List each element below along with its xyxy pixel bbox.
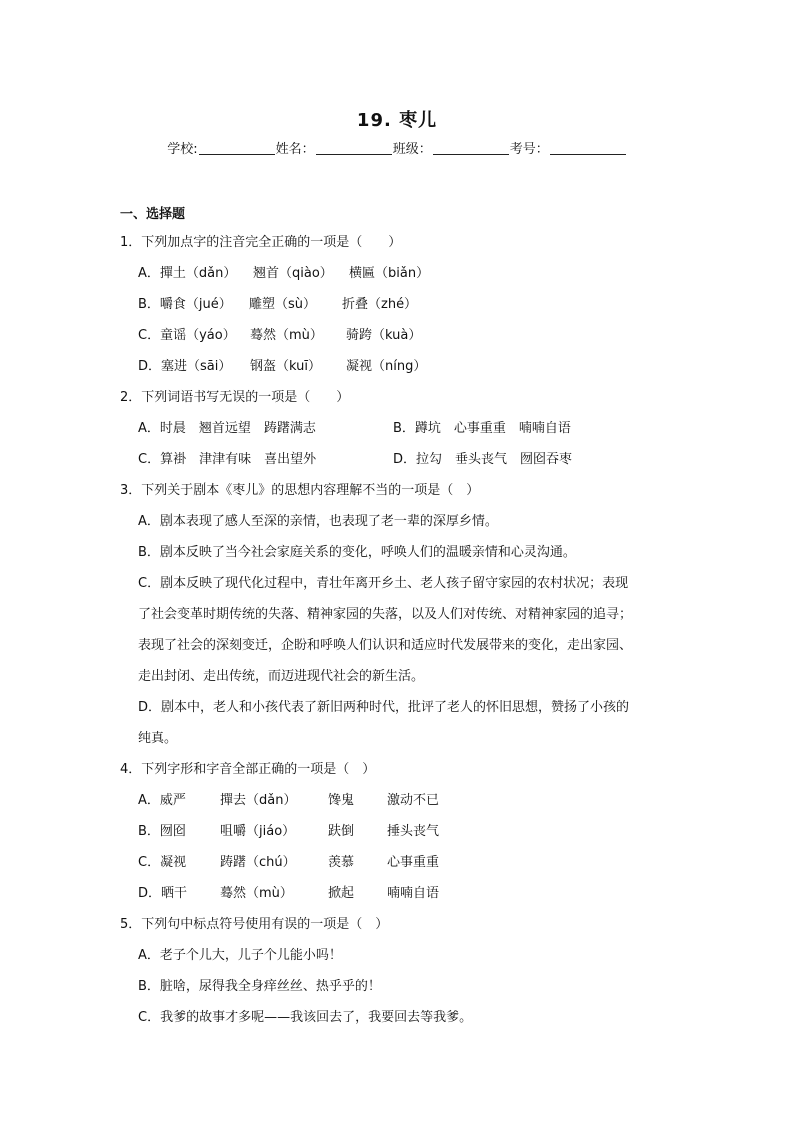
option-part: A．威严 xyxy=(138,793,186,808)
name-field[interactable] xyxy=(276,138,393,157)
class-label: 班级： xyxy=(392,142,432,157)
option-part: 折叠（zhé） xyxy=(342,297,418,312)
option-part: 馋鬼 xyxy=(328,793,355,808)
class-blank[interactable] xyxy=(433,140,509,155)
question-1-option-c[interactable] xyxy=(120,320,680,351)
question-2-options-row-1 xyxy=(120,413,680,444)
option-part: 钢盔（kuī） xyxy=(250,359,321,374)
question-1-option-d[interactable] xyxy=(120,351,680,382)
option-part: 蓦然（mù） xyxy=(250,328,323,343)
school-blank[interactable] xyxy=(199,140,275,155)
option-part: B．嚼食（jué） xyxy=(138,297,232,312)
question-5-option-a[interactable]: A．老子个儿大，儿子个儿能小吗！ xyxy=(138,948,342,963)
question-5-stem: 5．下列句中标点符号使用有误的一项是（ ） xyxy=(120,917,389,932)
question-4-option-b[interactable] xyxy=(120,816,680,847)
option-part: 踌躇（chú） xyxy=(220,855,296,870)
question-4-option-c[interactable] xyxy=(120,847,680,878)
option-part: 撣去（dǎn） xyxy=(220,793,297,808)
question-2-stem: 2．下列词语书写无误的一项是（ ） xyxy=(120,390,350,405)
option-part: 凝视（níng） xyxy=(346,359,427,374)
question-list xyxy=(120,227,680,1033)
student-info-line xyxy=(0,138,794,157)
exam-no-blank[interactable] xyxy=(550,140,626,155)
question-1-option-b[interactable] xyxy=(120,289,680,320)
question-3-option-a[interactable]: A．剧本表现了感人至深的亲情，也表现了老一辈的深厚乡情。 xyxy=(138,514,498,529)
question-2-option-a[interactable]: A．时晨 翘首远望 踌躇满志 xyxy=(138,421,316,436)
question-2-option-d[interactable]: D．拉勾 垂头丧气 囫囵吞枣 xyxy=(393,452,573,467)
option-part: D．晒干 xyxy=(138,886,188,901)
option-part: 捶头丧气 xyxy=(387,824,440,839)
question-2-options-row-2 xyxy=(120,444,680,475)
option-part: 横匾（biǎn） xyxy=(349,266,430,281)
question-3-stem: 3．下列关于剧本《枣儿》的思想内容理解不当的一项是（ ） xyxy=(120,483,480,498)
option-part: B．囫囵 xyxy=(138,824,186,839)
question-5-option-b[interactable]: B．脏啥，尿得我全身痒丝丝、热乎乎的！ xyxy=(138,979,381,994)
question-5-option-c[interactable]: C．我爹的故事才多呢——我该回去了，我要回去等我爹。 xyxy=(138,1010,473,1025)
page-title: 19. 枣儿 xyxy=(356,110,438,131)
name-label: 姓名： xyxy=(275,142,315,157)
option-part: 掀起 xyxy=(328,886,355,901)
question-2-option-c[interactable]: C．算褂 津津有味 喜出望外 xyxy=(138,452,317,467)
option-line: 表现了社会的深刻变迁，企盼和呼唤人们认识和适应时代发展带来的变化，走出家园、 xyxy=(138,638,633,653)
option-part: 心事重重 xyxy=(387,855,440,870)
class-field[interactable] xyxy=(393,138,510,157)
question-3-option-d[interactable] xyxy=(120,692,680,754)
option-part: 蓦然（mù） xyxy=(220,886,293,901)
school-label: 学校: xyxy=(167,142,198,157)
question-3-option-b[interactable]: B．剧本反映了当今社会家庭关系的变化，呼唤人们的温暖亲情和心灵沟通。 xyxy=(138,545,576,560)
question-1-stem: 1．下列加点字的注音完全正确的一项是（ ） xyxy=(120,235,402,250)
school-field[interactable] xyxy=(167,138,275,157)
section-heading: 一、选择题 xyxy=(120,207,186,222)
option-part: 激动不已 xyxy=(387,793,440,808)
question-1-option-a[interactable] xyxy=(120,258,680,289)
option-part: 喃喃自语 xyxy=(387,886,440,901)
option-part: C．童谣（yáo） xyxy=(138,328,236,343)
question-3-option-c[interactable] xyxy=(120,568,680,692)
option-part: 翘首（qiào） xyxy=(253,266,333,281)
question-4-option-d[interactable] xyxy=(120,878,680,909)
exam-no-field[interactable] xyxy=(510,138,627,157)
option-part: C．凝视 xyxy=(138,855,187,870)
name-blank[interactable] xyxy=(316,140,392,155)
option-part: 骑跨（kuà） xyxy=(346,328,422,343)
exam-no-label: 考号： xyxy=(509,142,549,157)
option-part: 雕塑（sù） xyxy=(249,297,317,312)
option-line: 走出封闭、走出传统，而迈进现代社会的新生活。 xyxy=(138,669,425,684)
option-part: 咀嚼（jiáo） xyxy=(220,824,296,839)
option-line: 纯真。 xyxy=(138,731,178,746)
option-part: 羡慕 xyxy=(328,855,355,870)
option-line: C．剧本反映了现代化过程中，青壮年离开乡土、老人孩子留守家园的农村状况；表现 xyxy=(138,576,629,591)
option-line: 了社会变革时期传统的失落、精神家园的失落，以及人们对传统、对精神家园的追寻； xyxy=(138,607,633,622)
question-2-option-b[interactable]: B．蹲坑 心事重重 喃喃自语 xyxy=(393,421,571,436)
question-4-stem: 4．下列字形和字音全部正确的一项是（ ） xyxy=(120,762,376,777)
option-part: D．塞进（sāi） xyxy=(138,359,232,374)
option-line: D．剧本中，老人和小孩代表了新旧两种时代，批评了老人的怀旧思想，赞扬了小孩的 xyxy=(138,700,630,715)
question-4-option-a[interactable] xyxy=(120,785,680,816)
option-part: 趺倒 xyxy=(328,824,355,839)
option-part: A．撣土（dǎn） xyxy=(138,266,237,281)
